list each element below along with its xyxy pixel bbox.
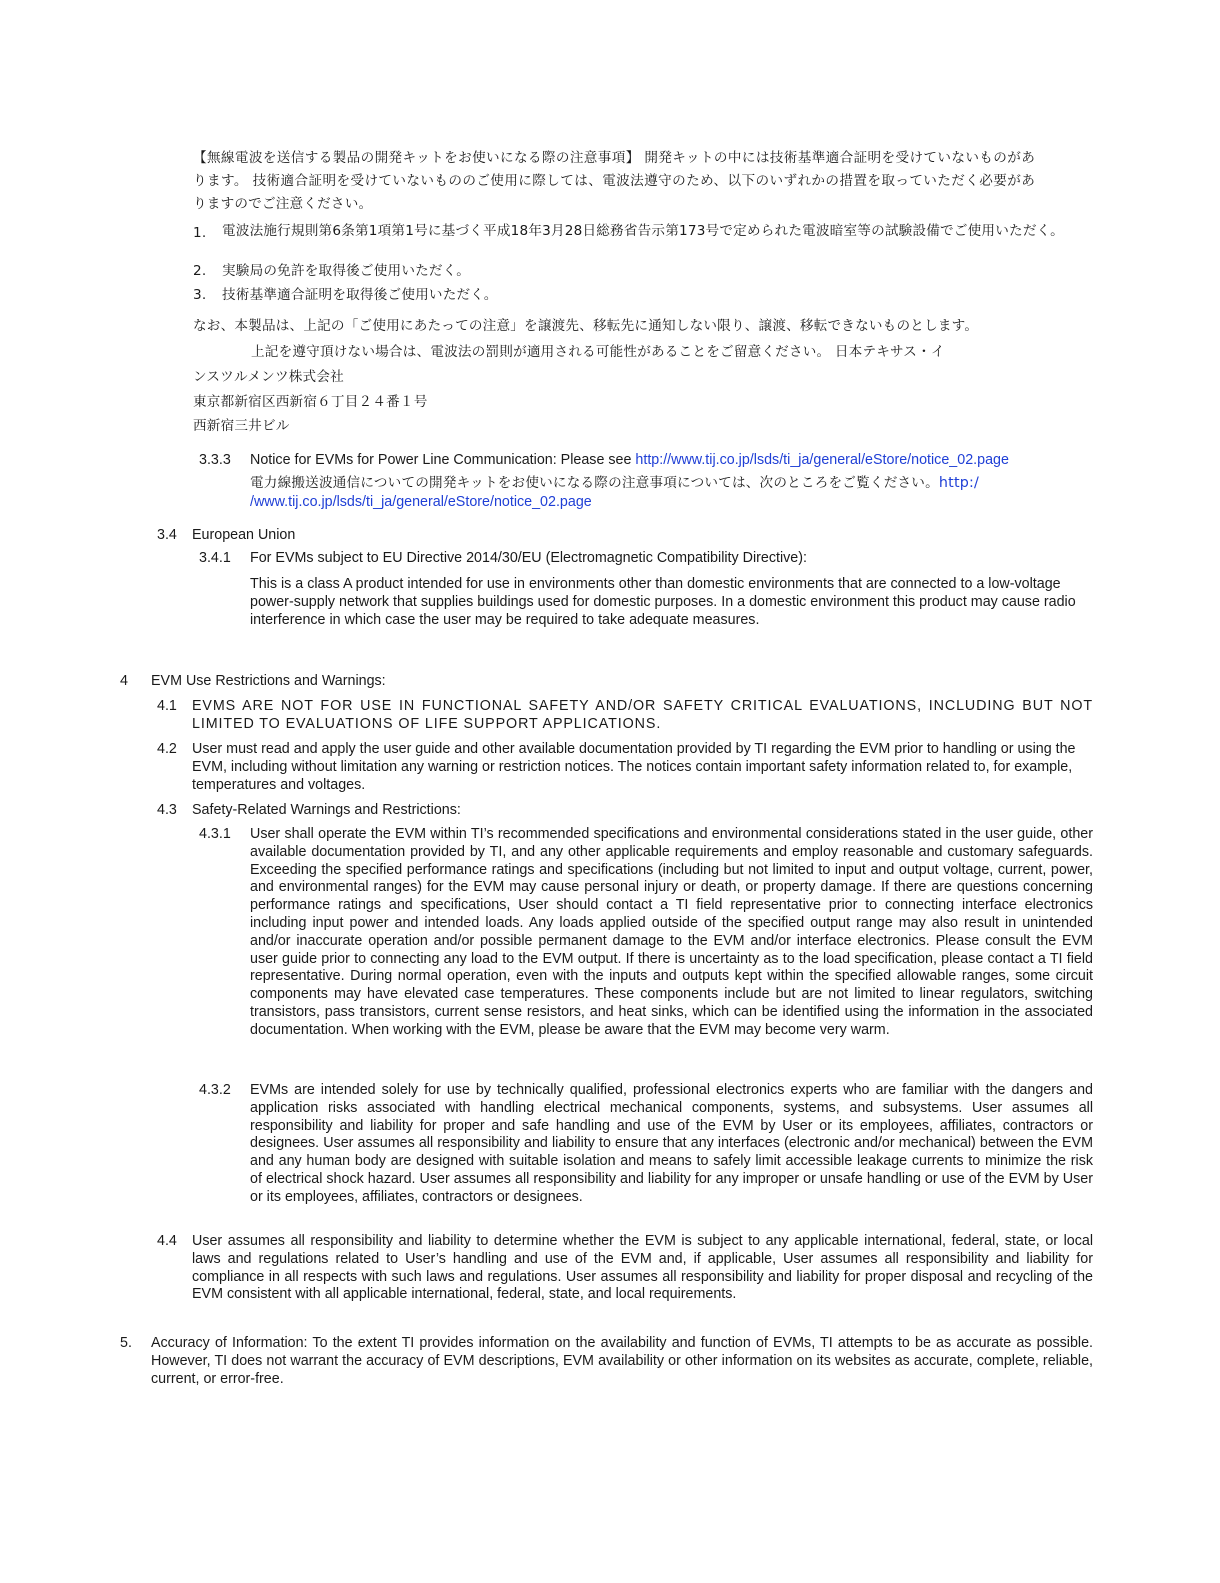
jp-item-3-number: 3.	[193, 287, 207, 303]
section-4-3-1-number: 4.3.1	[199, 826, 231, 842]
jp-radio-notice-intro	[193, 147, 1035, 216]
section-3-3-3-number: 3.3.3	[199, 452, 231, 468]
notice-link-2-end-row	[250, 494, 592, 512]
section-4-2-text: User must read and apply the user guide and other available documentation provided by TI regarding the EVM prior to handling or using the EVM, including without limitation any warning or restriction notices. The notices contain important safety information related to, for example, temperatures and voltages.	[192, 741, 1076, 793]
section-4-title: EVM Use Restrictions and Warnings:	[151, 673, 386, 689]
section-4-3-number: 4.3	[157, 802, 177, 818]
notice-link-2-start[interactable]: http:/	[938, 475, 980, 491]
section-4-4-text: User assumes all responsibility and liability to determine whether the EVM is subject to any applicable international, federal, state, or local laws and regulations related to User’s handling and use of the EVM and, if applicable, User assumes all responsibility and liability for compliance in all respects with such laws and regulations. User assumes all responsibility and liability for proper disposal and recycling of the EVM consistent with all applicable international, federal, state, and local requirements.	[192, 1233, 1093, 1303]
section-3-3-3-jp-line	[250, 472, 1100, 495]
section-3-4-1-body: This is a class A product intended for use in environments other than domestic environments that are connected to a low-voltage power-supply network that supplies buildings used for domestic purposes. In a domestic environment this product may cause radio interference in which case the user may be required to take adequate measures.	[250, 576, 1076, 628]
section-3-3-3-text: Notice for EVMs for Power Line Communication: Please see	[250, 452, 636, 468]
section-3-3-3-line	[250, 452, 1100, 470]
jp-intro-text: 【無線電波を送信する製品の開発キットをお使いになる際の注意事項】 開発キットの中には技術基準適合証明を受けていないものがあります。 技術適合証明を受けていないもののご使用に際しては、電波法遵守のため、以下のいずれかの措置を取っていただく必要がありますのでご注意ください。	[193, 150, 1035, 212]
jp-item-2-number: 2.	[193, 263, 207, 279]
section-3-3-3-jp-text: 電力線搬送波通信についての開発キットをお使いになる際の注意事項については、次のところをご覧ください。	[250, 475, 939, 491]
section-3-4-title: European Union	[192, 527, 296, 543]
jp-transfer-notice: なお、本製品は、上記の「ご使用にあたっての注意」を譲渡先、移転先に通知しない限り、譲渡、移転できないものとします。	[193, 318, 979, 334]
section-3-4-number: 3.4	[157, 527, 177, 543]
section-4-1-text: EVMS ARE NOT FOR USE IN FUNCTIONAL SAFETY AND/OR SAFETY CRITICAL EVALUATIONS, INCLUDING BUT NOT LIMITED TO EVALUATIONS OF LIFE SUPPORT APPLICATIONS.	[192, 698, 1093, 732]
section-3-4-1-number: 3.4.1	[199, 550, 231, 566]
jp-penalty-notice: 上記を遵守頂けない場合は、電波法の罰則が適用される可能性があることをご留意ください。 日本テキサス・イ	[251, 344, 945, 360]
jp-company-name: ンスツルメンツ株式会社	[193, 369, 344, 385]
section-4-3-2-text: EVMs are intended solely for use by technically qualified, professional electronics experts who are familiar with the dangers and application risks associated with handling electrical mechanical components, systems, and subsystems. User assumes all responsibility and liability for proper and safe handling and use of the EVM by User or its employees, affiliates, contractors or designees. User assumes all responsibility and liability to ensure that any interfaces (electronic and/or mechanical) between the EVM and any human body are designed with suitable isolation and means to safely limit accessible leakage currents to minimize the risk of electrical shock hazard. User assumes all responsibility and liability for any improper or unsafe handling or use of the EVM by User or its employees, affiliates, contractors or designees.	[250, 1082, 1093, 1205]
jp-item-2-text: 実験局の免許を取得後ご使用いただく。	[222, 263, 471, 279]
section-4-1-number: 4.1	[157, 698, 177, 714]
section-5-number: 5.	[120, 1335, 132, 1351]
jp-address-line-2: 西新宿三井ビル	[193, 418, 290, 434]
section-4-4-number: 4.4	[157, 1233, 177, 1249]
section-3-4-1-title: For EVMs subject to EU Directive 2014/30/EU (Electromagnetic Compatibility Directive):	[250, 550, 807, 566]
jp-item-3-text: 技術基準適合証明を取得後ご使用いただく。	[222, 287, 498, 303]
notice-link-1[interactable]: http://www.tij.co.jp/lsds/ti_ja/general/eStore/notice_02.page	[635, 452, 1009, 468]
jp-item-1-text: 電波法施行規則第6条第1項第1号に基づく平成18年3月28日総務省告示第173号で定められた電波暗室等の試験設備でご使用いただく。	[222, 223, 1064, 239]
jp-item-1-number: 1.	[193, 225, 207, 241]
section-5-text: Accuracy of Information: To the extent TI provides information on the availability and function of EVMs, TI attempts to be as accurate as possible. However, TI does not warrant the accuracy of EVM descriptions, EVM availability or other information on its websites as accurate, complete, reliable, current, or error-free.	[151, 1335, 1093, 1387]
notice-link-2-end[interactable]: /www.tij.co.jp/lsds/ti_ja/general/eStore/notice_02.page	[250, 494, 592, 510]
jp-address-line-1: 東京都新宿区西新宿６丁目２４番１号	[193, 394, 428, 410]
section-4-3-1-text: User shall operate the EVM within TI’s recommended specifications and environmental considerations stated in the user guide, other available documentation provided by TI, and any other applicable requirements and employ reasonable and customary safeguards. Exceeding the specified performance ratings and specifications (including but not limited to input and output voltage, current, power, and environmental ranges) for the EVM may cause personal injury or death, or property damage. If there are questions concerning performance ratings and specifications, User should contact a TI field representative prior to connecting interface electronics including input power and intended loads. Any loads applied outside of the specified output range may also result in unintended and/or inaccurate operation and/or possible permanent damage to the EVM and/or interface electronics. Please consult the EVM user guide prior to connecting any load to the EVM output. If there is uncertainty as to the load specification, please contact a TI field representative. During normal operation, even with the inputs and outputs kept within the specified allowable ranges, some circuit components may have elevated case temperatures. These components include but are not limited to linear regulators, switching transistors, pass transistors, current sense resistors, and heat sinks, which can be identified using the information in the associated documentation. When working with the EVM, please be aware that the EVM may become very warm.	[250, 826, 1093, 1038]
section-4-2-number: 4.2	[157, 741, 177, 757]
section-4-3-2-number: 4.3.2	[199, 1082, 231, 1098]
section-4-number: 4	[120, 673, 128, 689]
section-4-3-title: Safety-Related Warnings and Restrictions:	[192, 802, 461, 818]
